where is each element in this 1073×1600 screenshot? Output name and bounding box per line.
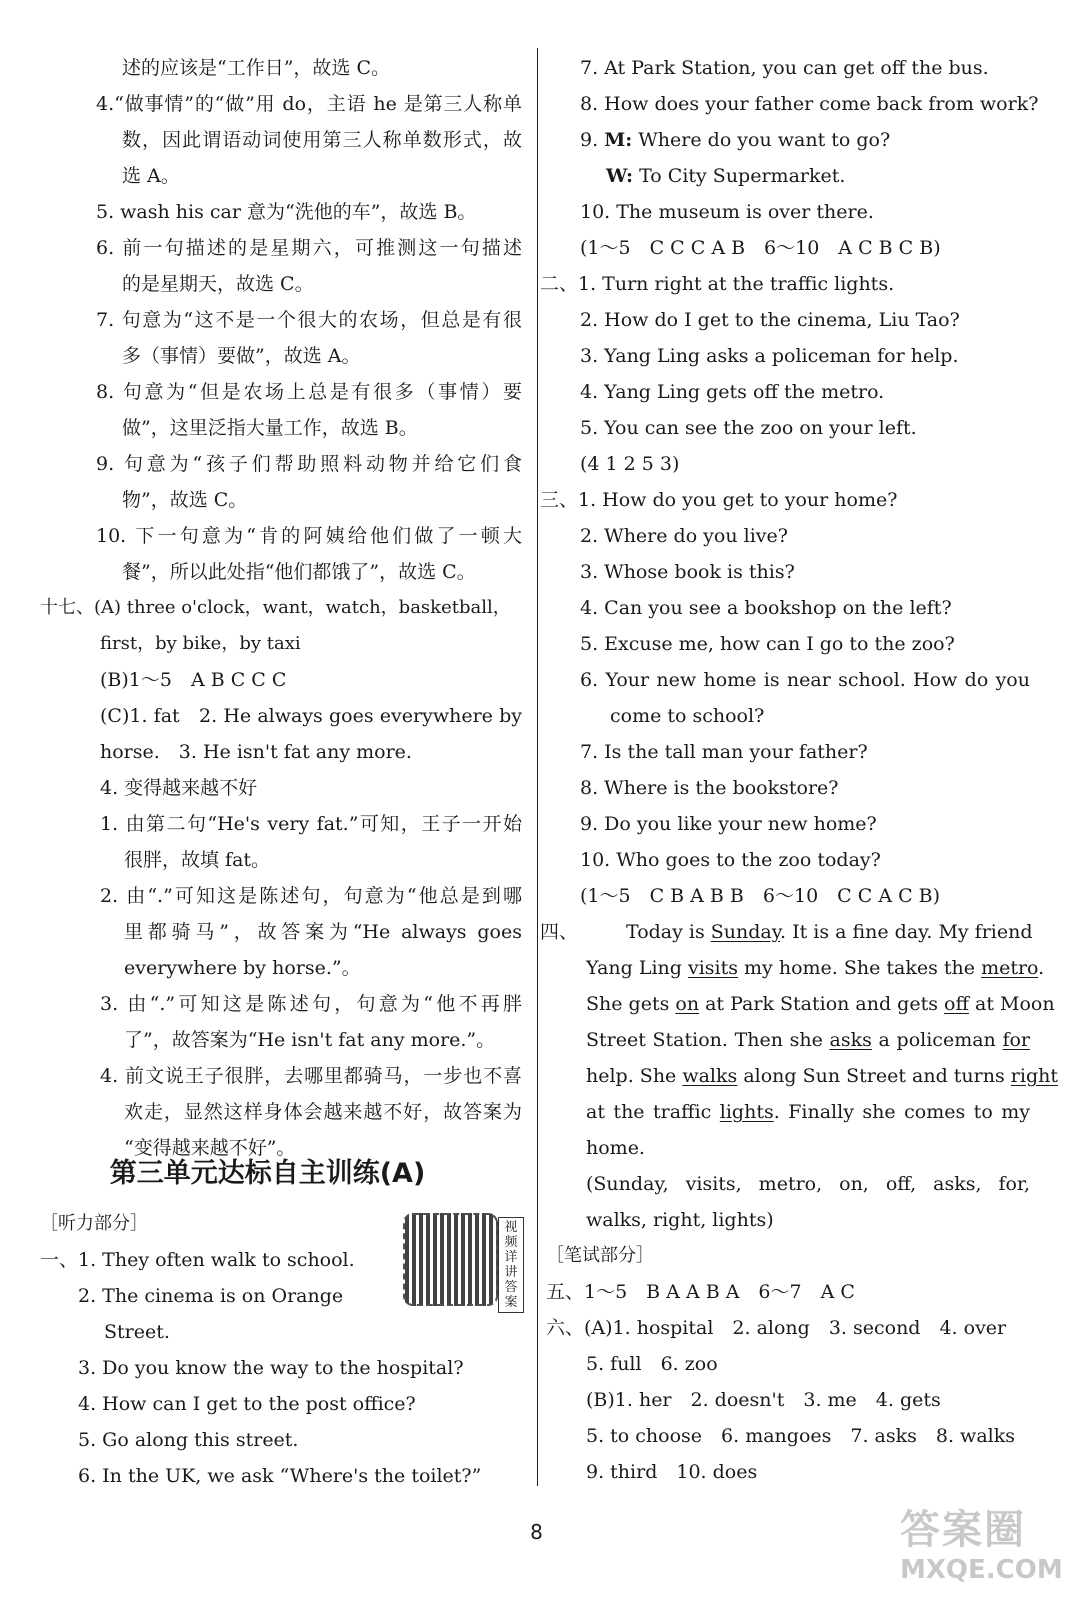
watermark-logo	[900, 1505, 1065, 1595]
answer-line: 9. third 10. does	[586, 1461, 758, 1483]
text-line: 3. Do you know the way to the hospital?	[78, 1357, 464, 1379]
watermark-url: MXQE.COM	[900, 1555, 1063, 1585]
passage-text: Today is	[626, 921, 711, 943]
passage-text: at Moon	[968, 993, 1055, 1015]
column-divider	[537, 48, 538, 1486]
text-line: 6. 前一句描述的是星期六，可推测这一句描述	[96, 237, 522, 259]
text-line: horse. 3. He isn't fat any more.	[100, 741, 412, 763]
passage-text: She gets	[586, 993, 676, 1015]
listening-header: ［听力部分］	[40, 1213, 148, 1234]
answer-line: 5. full 6. zoo	[586, 1353, 718, 1375]
passage-text: help. She	[586, 1065, 683, 1087]
text-line: (B)1～5 A B C C C	[100, 669, 287, 691]
passage-text: Yang Ling	[586, 957, 688, 979]
text-line: 9. 句意为“孩子们帮助照料动物并给它们食	[96, 453, 522, 475]
answer-line: (B)1. her 2. doesn't 3. me 4. gets	[586, 1389, 941, 1411]
text-line: 10. 下一句意为“肯的阿姨给他们做了一顿大	[96, 525, 522, 547]
text-line: 2. Where do you live?	[580, 525, 788, 547]
text-line: 里都骑马”，故答案为“He always goes	[124, 921, 522, 943]
dialogue-text: Where do you want to go?	[638, 129, 891, 151]
passage-line: home.	[586, 1137, 645, 1159]
text-line: 7. Is the tall man your father?	[580, 741, 868, 763]
passage-text: along Sun Street and turns	[737, 1065, 1011, 1087]
text-line: 2. How do I get to the cinema, Liu Tao?	[580, 309, 960, 331]
answer-line: 五、1～5 B A A B A 6～7 A C	[546, 1281, 855, 1303]
text-line: 的是星期天，故选 C。	[122, 273, 314, 295]
text-line	[580, 122, 890, 158]
text-line: 5. You can see the zoo on your left.	[580, 417, 917, 439]
passage-text: a policeman	[871, 1029, 1003, 1051]
passage-line	[586, 950, 1045, 986]
answer-word: right	[1010, 1065, 1058, 1087]
passage-line	[586, 986, 1055, 1022]
speaker-label: W:	[606, 165, 634, 187]
text-line: 述的应该是“工作日”，故选 C。	[122, 57, 391, 79]
text-line: 物”，故选 C。	[122, 489, 248, 511]
text-line: 1. 由第二句“He's very fat.”可知，王子一开始	[100, 813, 522, 835]
passage-text: Street Station. Then she	[586, 1029, 830, 1051]
text-line: Street.	[104, 1321, 170, 1343]
text-line: 4. 前文说王子很胖，去哪里都骑马，一步也不喜	[100, 1065, 522, 1087]
text-line: (C)1. fat 2. He always goes everywhere by	[100, 705, 522, 727]
answer-word: for	[1002, 1029, 1030, 1051]
text-line: 3. Whose book is this?	[580, 561, 795, 583]
text-line: 二、1. Turn right at the traffic lights.	[540, 273, 895, 295]
dialogue-text: To City Supermarket.	[639, 165, 846, 187]
passage-text: at Park Station and gets	[699, 993, 945, 1015]
text-line: 欢走，显然这样身体会越来越不好，故答案为	[124, 1101, 522, 1123]
text-line: come to school?	[610, 705, 765, 727]
text-line: “变得越来越不好”。	[124, 1137, 296, 1159]
text-line: 三、1. How do you get to your home?	[540, 489, 898, 511]
answer-word: off	[944, 993, 969, 1015]
page-number: 8	[530, 1520, 543, 1544]
text-line: everywhere by horse.”。	[124, 957, 361, 979]
answer-word: lights	[719, 1101, 774, 1123]
answer-line: (Sunday, visits, metro, on, off, asks, for,	[586, 1173, 1030, 1195]
text-line: 7. 句意为“这不是一个很大的农场，但总是有很	[96, 309, 522, 331]
text-line: 3. Yang Ling asks a policeman for help.	[580, 345, 959, 367]
item-number: 9.	[580, 129, 599, 151]
passage-line	[586, 1058, 1058, 1094]
watermark-text: 答案圈	[900, 1507, 1026, 1553]
text-line: 4.“做事情”的“做”用 do，主语 he 是第三人称单	[96, 93, 522, 115]
text-line: 4. Yang Ling gets off the metro.	[580, 381, 885, 403]
written-header: ［笔试部分］	[546, 1245, 654, 1266]
text-line: 3. 由“.”可知这是陈述句，句意为“他不再胖	[100, 993, 522, 1015]
answer-word: on	[675, 993, 700, 1015]
text-line: 选 A。	[122, 165, 180, 187]
text-line: 餐”，所以此处指“他们都饿了”，故选 C。	[122, 561, 476, 583]
passage-line	[586, 1022, 1030, 1058]
text-line: 2. The cinema is on Orange	[78, 1285, 344, 1307]
passage-line	[586, 1094, 1030, 1130]
answer-line: 5. to choose 6. mangoes 7. asks 8. walks	[586, 1425, 1015, 1447]
answer-word: walks	[682, 1065, 738, 1087]
text-line: 5. Excuse me, how can I go to the zoo?	[580, 633, 955, 655]
text-line: 4. How can I get to the post office?	[78, 1393, 416, 1415]
text-line: 很胖，故填 fat。	[124, 849, 271, 871]
qr-code-image[interactable]	[403, 1213, 498, 1306]
answer-word: Sunday	[710, 921, 780, 943]
text-line: 5. Go along this street.	[78, 1429, 299, 1451]
text-line: 做”，这里泛指大量工作，故选 B。	[122, 417, 418, 439]
text-line: 十七、(A) three o'clock，want，watch，basketball，	[40, 597, 511, 618]
answer-word: metro	[981, 957, 1039, 979]
section-label: 四、	[540, 921, 579, 943]
text-line: first，by bike，by taxi	[100, 633, 301, 654]
passage-text: . Finally she comes to my	[773, 1101, 1030, 1123]
text-line: 4. 变得越来越不好	[100, 777, 258, 799]
text-line: 多（事情）要做”，故选 A。	[122, 345, 361, 367]
text-line: 2. 由“.”可知这是陈述句，句意为“他总是到哪	[100, 885, 522, 907]
answer-line: (1～5 C B A B B 6～10 C C A C B)	[580, 885, 941, 907]
passage-text: . It is a fine day. My friend	[779, 921, 1033, 943]
text-line: 9. Do you like your new home?	[580, 813, 877, 835]
text-line: 了”，故答案为“He isn't fat any more.”。	[124, 1029, 496, 1051]
text-line: 8. How does your father come back from work?	[580, 93, 1039, 115]
passage-line	[626, 914, 1033, 950]
text-line: 5. wash his car 意为“洗他的车”，故选 B。	[96, 201, 477, 223]
passage-text: .	[1038, 957, 1045, 979]
text-line: 10. The museum is over there.	[580, 201, 874, 223]
answer-line: walks, right, lights)	[586, 1209, 774, 1231]
qr-code-label: 视频详讲答案	[498, 1217, 524, 1313]
answer-word: asks	[829, 1029, 872, 1051]
text-line: 4. Can you see a bookshop on the left?	[580, 597, 952, 619]
passage-text: my home. She takes the	[738, 957, 982, 979]
section-title: 第三单元达标自主训练(A)	[109, 1158, 426, 1189]
answer-line: (4 1 2 5 3)	[580, 453, 680, 475]
text-line: 数，因此谓语动词使用第三人称单数形式，故	[122, 129, 522, 151]
answer-line: (1～5 C C C A B 6～10 A C B C B)	[580, 237, 941, 259]
text-line	[606, 158, 845, 194]
text-line: 一、1. They often walk to school.	[40, 1249, 355, 1271]
passage-text: at the traffic	[586, 1101, 720, 1123]
text-line: 8. 句意为“但是农场上总是有很多（事情）要	[96, 381, 522, 403]
speaker-label: M:	[604, 129, 633, 151]
answer-line: 六、(A)1. hospital 2. along 3. second 4. over	[546, 1317, 1007, 1339]
text-line: 7. At Park Station, you can get off the bus.	[580, 57, 989, 79]
text-line: 8. Where is the bookstore?	[580, 777, 839, 799]
text-line: 10. Who goes to the zoo today?	[580, 849, 881, 871]
answer-word: visits	[687, 957, 738, 979]
text-line: 6. In the UK, we ask “Where's the toilet?”	[78, 1465, 482, 1487]
text-line: 6. Your new home is near school. How do you	[580, 669, 1030, 691]
